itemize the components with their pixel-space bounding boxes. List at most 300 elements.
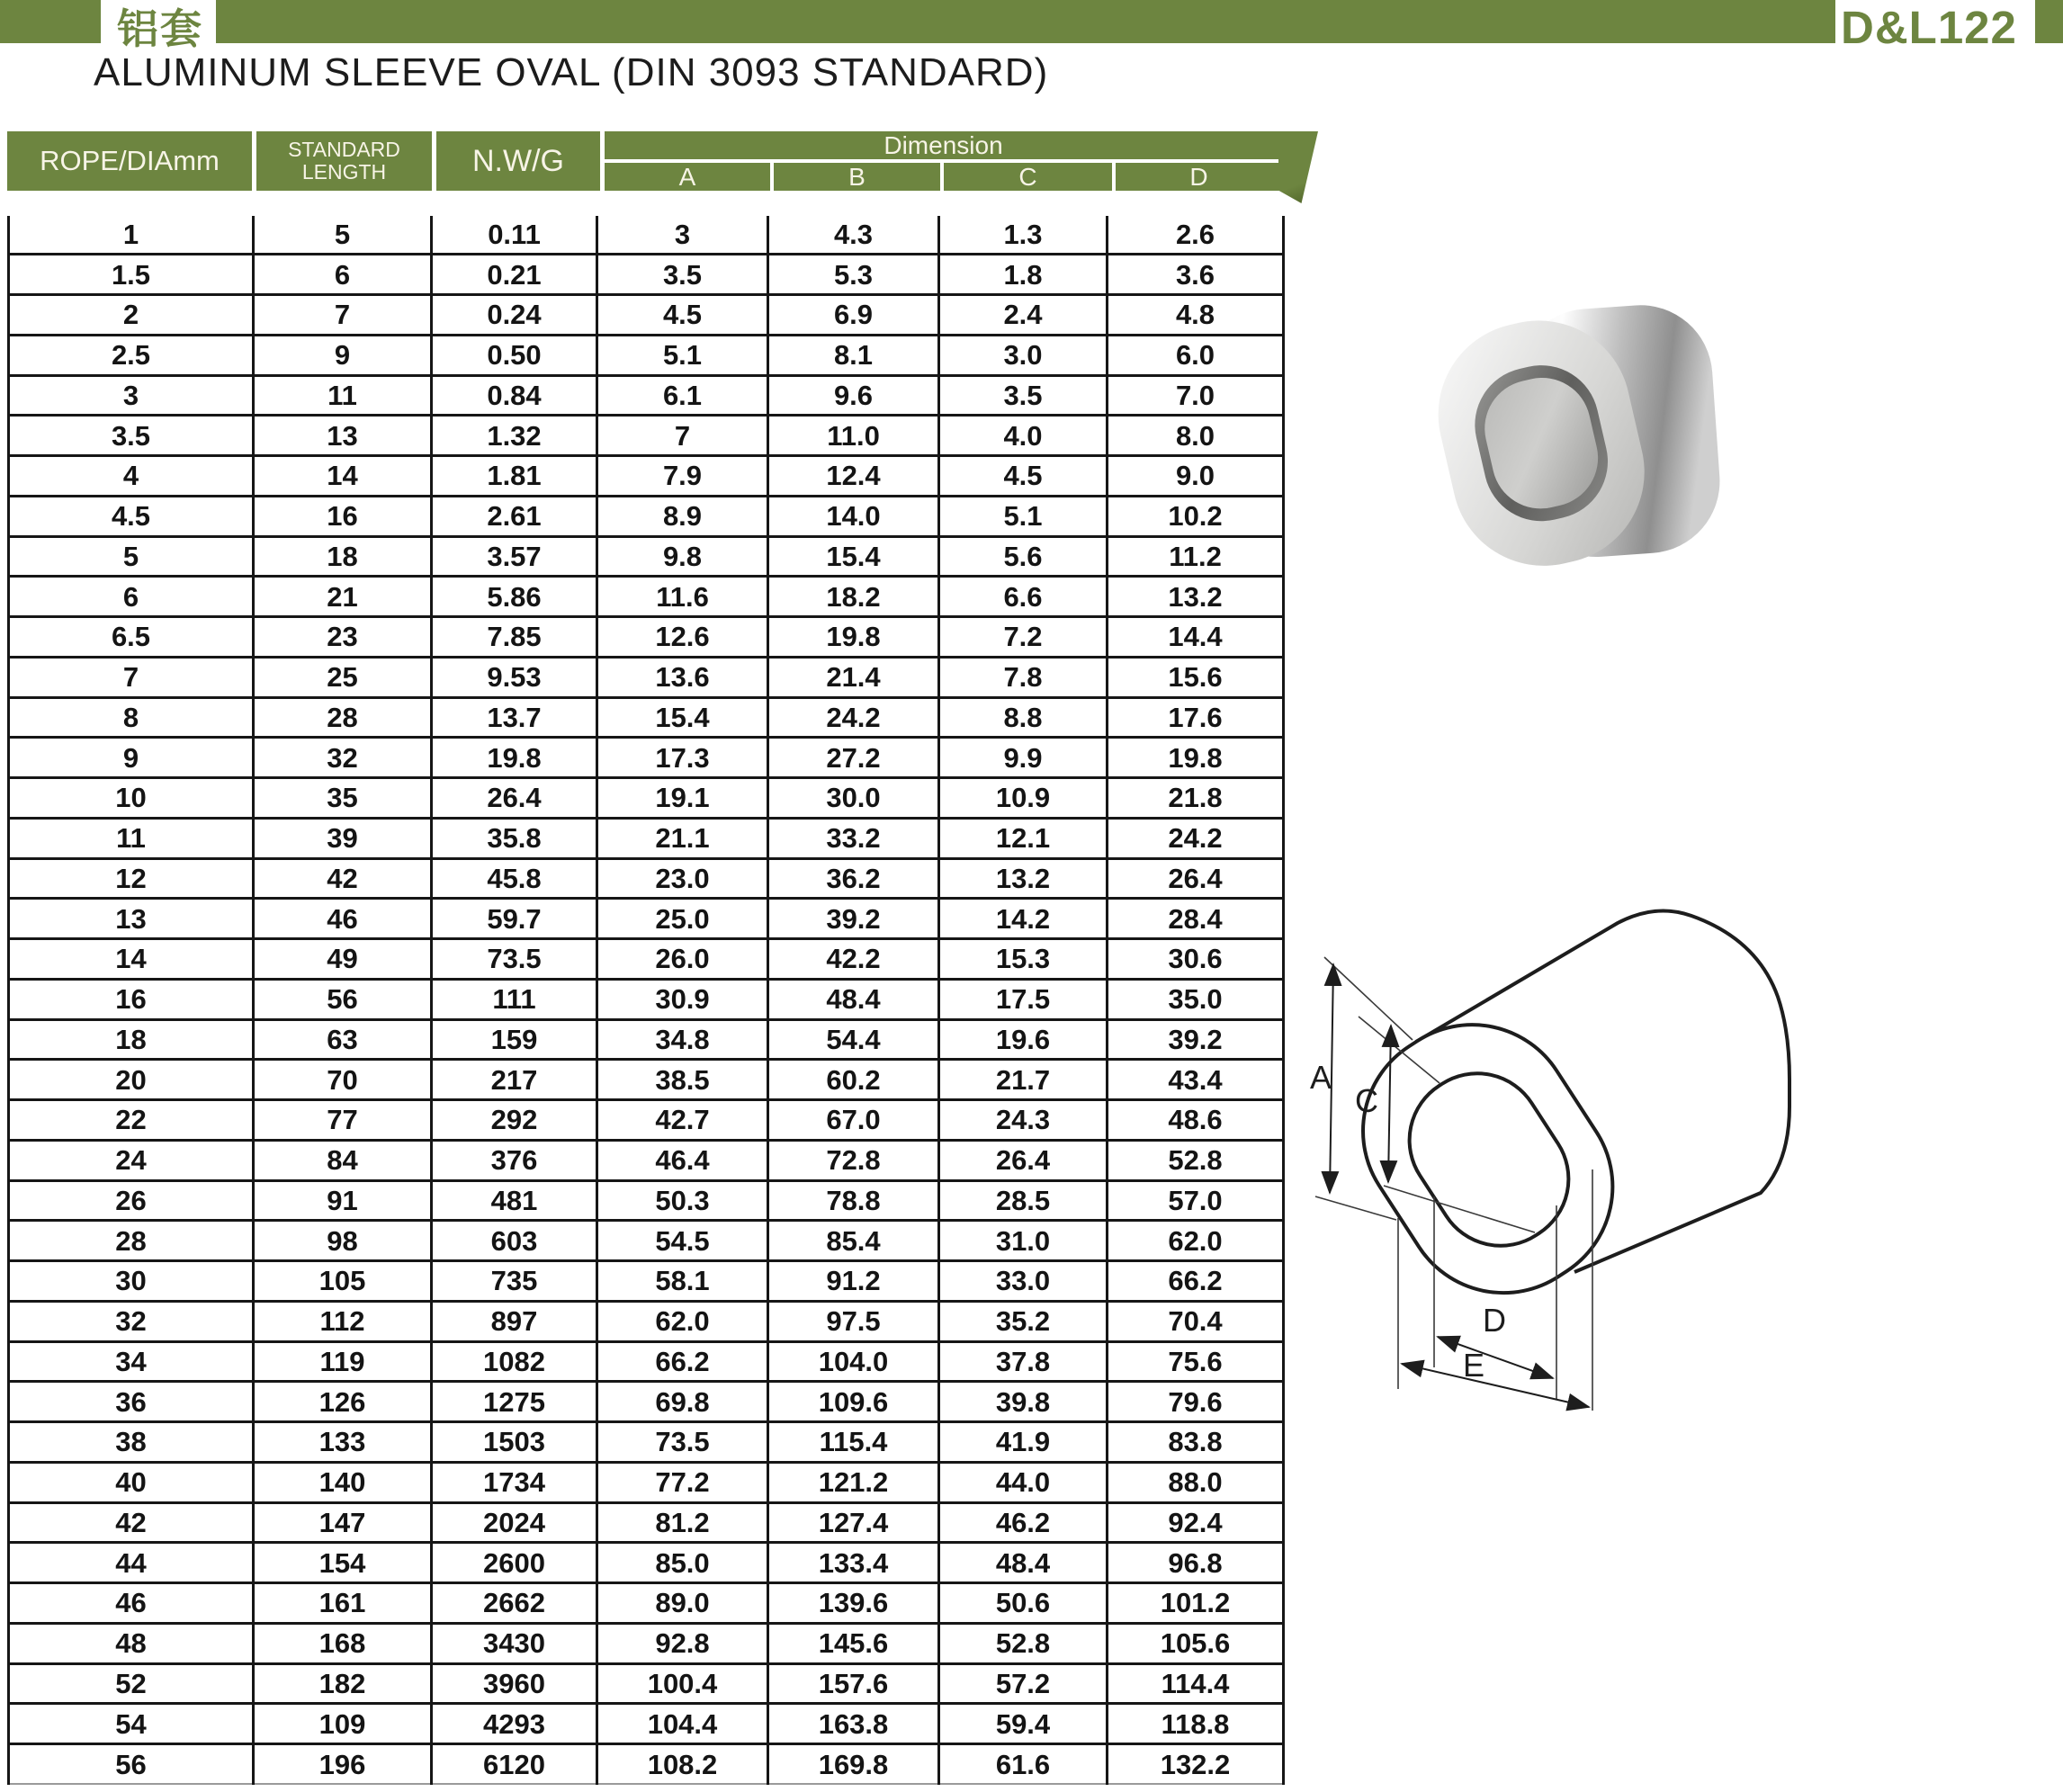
cell-dim-c: 19.6 [939, 1019, 1108, 1060]
cell-dim-a: 46.4 [597, 1140, 768, 1180]
cell-dim-a: 11.6 [597, 577, 768, 617]
cell-net-weight: 19.8 [432, 738, 597, 778]
cell-rope-dia: 5 [9, 536, 254, 577]
cell-net-weight: 1275 [432, 1382, 597, 1422]
cell-standard-length: 11 [254, 375, 432, 416]
table-row [9, 1100, 1284, 1141]
cell-dim-d: 92.4 [1108, 1502, 1284, 1543]
cell-rope-dia: 3 [9, 375, 254, 416]
cell-standard-length: 119 [254, 1341, 432, 1382]
cell-rope-dia: 2 [9, 295, 254, 336]
cell-dim-d: 24.2 [1108, 818, 1284, 858]
table-row [9, 697, 1284, 738]
cell-dim-d: 2.6 [1108, 216, 1284, 255]
top-banner-left-segment [0, 0, 101, 43]
table-row [9, 1744, 1284, 1784]
cell-standard-length: 168 [254, 1623, 432, 1663]
table-row [9, 375, 1284, 416]
table-row [9, 1502, 1284, 1543]
product-photo-aluminum-sleeve [1431, 295, 1733, 585]
cell-dim-a: 69.8 [597, 1382, 768, 1422]
cell-net-weight: 1.32 [432, 416, 597, 456]
cell-dim-c: 3.5 [939, 375, 1108, 416]
cell-dim-a: 3.5 [597, 255, 768, 295]
cell-dim-a: 34.8 [597, 1019, 768, 1060]
cell-dim-b: 19.8 [768, 617, 939, 658]
cell-standard-length: 6 [254, 255, 432, 295]
cell-dim-d: 83.8 [1108, 1422, 1284, 1463]
cell-dim-c: 44.0 [939, 1462, 1108, 1502]
cell-net-weight: 26.4 [432, 778, 597, 819]
header-arrow-tail [1278, 131, 1318, 203]
cell-standard-length: 147 [254, 1502, 432, 1543]
cell-dim-a: 89.0 [597, 1583, 768, 1624]
page-title: ALUMINUM SLEEVE OVAL (DIN 3093 STANDARD) [94, 50, 1049, 94]
diagram-label-c: C [1355, 1082, 1378, 1119]
cell-dim-c: 35.2 [939, 1301, 1108, 1341]
cell-dim-c: 1.8 [939, 255, 1108, 295]
cell-net-weight: 35.8 [432, 818, 597, 858]
cell-dim-c: 7.2 [939, 617, 1108, 658]
cell-standard-length: 5 [254, 216, 432, 255]
table-row [9, 1623, 1284, 1663]
cell-standard-length: 196 [254, 1744, 432, 1784]
table-row [9, 617, 1284, 658]
cell-standard-length: 77 [254, 1100, 432, 1141]
table-row [9, 536, 1284, 577]
cell-net-weight: 2024 [432, 1502, 597, 1543]
cell-dim-a: 66.2 [597, 1341, 768, 1382]
cell-rope-dia: 52 [9, 1663, 254, 1704]
cell-standard-length: 46 [254, 899, 432, 939]
cell-dim-c: 31.0 [939, 1221, 1108, 1261]
cell-net-weight: 2662 [432, 1583, 597, 1624]
cell-standard-length: 105 [254, 1261, 432, 1302]
cell-standard-length: 23 [254, 617, 432, 658]
cell-standard-length: 25 [254, 657, 432, 697]
cell-dim-d: 4.8 [1108, 295, 1284, 336]
cell-dim-b: 54.4 [768, 1019, 939, 1060]
cell-dim-a: 81.2 [597, 1502, 768, 1543]
cell-standard-length: 32 [254, 738, 432, 778]
cell-dim-d: 39.2 [1108, 1019, 1284, 1060]
cell-rope-dia: 34 [9, 1341, 254, 1382]
cell-dim-b: 36.2 [768, 858, 939, 899]
cell-net-weight: 111 [432, 979, 597, 1019]
cell-dim-c: 50.6 [939, 1583, 1108, 1624]
cell-dim-a: 19.1 [597, 778, 768, 819]
cell-net-weight: 217 [432, 1060, 597, 1100]
cell-dim-b: 85.4 [768, 1221, 939, 1261]
cell-net-weight: 292 [432, 1100, 597, 1141]
top-banner-end-square [2035, 0, 2063, 43]
cell-rope-dia: 4.5 [9, 496, 254, 536]
cell-net-weight: 1.81 [432, 456, 597, 497]
spec-table-body [9, 216, 1284, 1784]
header-standard-length [256, 131, 432, 191]
cell-dim-d: 9.0 [1108, 456, 1284, 497]
cell-standard-length: 21 [254, 577, 432, 617]
cell-dim-a: 17.3 [597, 738, 768, 778]
table-row [9, 657, 1284, 697]
cell-dim-d: 28.4 [1108, 899, 1284, 939]
cell-dim-b: 5.3 [768, 255, 939, 295]
cell-dim-b: 78.8 [768, 1180, 939, 1221]
table-row [9, 1221, 1284, 1261]
cell-dim-b: 48.4 [768, 979, 939, 1019]
table-row [9, 1382, 1284, 1422]
cell-dim-d: 62.0 [1108, 1221, 1284, 1261]
cell-rope-dia: 6 [9, 577, 254, 617]
cell-dim-d: 48.6 [1108, 1100, 1284, 1141]
cell-rope-dia: 44 [9, 1543, 254, 1583]
cell-net-weight: 9.53 [432, 657, 597, 697]
cell-dim-c: 21.7 [939, 1060, 1108, 1100]
cell-rope-dia: 12 [9, 858, 254, 899]
cell-dim-a: 38.5 [597, 1060, 768, 1100]
table-row [9, 577, 1284, 617]
cell-rope-dia: 28 [9, 1221, 254, 1261]
cell-net-weight: 0.21 [432, 255, 597, 295]
table-row [9, 1140, 1284, 1180]
cell-dim-a: 30.9 [597, 979, 768, 1019]
cell-rope-dia: 22 [9, 1100, 254, 1141]
cell-dim-a: 73.5 [597, 1422, 768, 1463]
cell-dim-c: 39.8 [939, 1382, 1108, 1422]
table-row [9, 1704, 1284, 1744]
table-row [9, 1663, 1284, 1704]
table-row [9, 1019, 1284, 1060]
cell-dim-d: 118.8 [1108, 1704, 1284, 1744]
cell-standard-length: 13 [254, 416, 432, 456]
cell-dim-a: 50.3 [597, 1180, 768, 1221]
cell-net-weight: 0.11 [432, 216, 597, 255]
diagram-label-a: A [1310, 1059, 1332, 1096]
cell-dim-b: 27.2 [768, 738, 939, 778]
cell-net-weight: 481 [432, 1180, 597, 1221]
cell-rope-dia: 46 [9, 1583, 254, 1624]
cell-dim-c: 46.2 [939, 1502, 1108, 1543]
cell-dim-d: 17.6 [1108, 697, 1284, 738]
table-row [9, 1301, 1284, 1341]
cell-net-weight: 1503 [432, 1422, 597, 1463]
cell-standard-length: 154 [254, 1543, 432, 1583]
cell-dim-b: 33.2 [768, 818, 939, 858]
cell-dim-b: 15.4 [768, 536, 939, 577]
cell-dim-b: 42.2 [768, 939, 939, 980]
header-rope-dia: ROPE/DIAmm [7, 131, 252, 191]
cell-net-weight: 5.86 [432, 577, 597, 617]
spec-table-header [7, 131, 1282, 191]
cell-dim-a: 9.8 [597, 536, 768, 577]
cell-rope-dia: 1.5 [9, 255, 254, 295]
table-row [9, 456, 1284, 497]
cell-net-weight: 603 [432, 1221, 597, 1261]
cell-dim-c: 24.3 [939, 1100, 1108, 1141]
cell-dim-d: 96.8 [1108, 1543, 1284, 1583]
table-row [9, 1462, 1284, 1502]
cell-dim-a: 12.6 [597, 617, 768, 658]
cell-standard-length: 91 [254, 1180, 432, 1221]
cell-dim-d: 57.0 [1108, 1180, 1284, 1221]
cell-dim-b: 139.6 [768, 1583, 939, 1624]
cell-dim-a: 92.8 [597, 1623, 768, 1663]
cell-net-weight: 2600 [432, 1543, 597, 1583]
cell-dim-a: 4.5 [597, 295, 768, 336]
cell-dim-d: 105.6 [1108, 1623, 1284, 1663]
cell-dim-a: 108.2 [597, 1744, 768, 1784]
cell-rope-dia: 3.5 [9, 416, 254, 456]
cell-dim-a: 104.4 [597, 1704, 768, 1744]
cell-rope-dia: 13 [9, 899, 254, 939]
cell-dim-a: 5.1 [597, 335, 768, 375]
header-dim-c: C [944, 163, 1112, 191]
cell-rope-dia: 56 [9, 1744, 254, 1784]
cell-dim-b: 169.8 [768, 1744, 939, 1784]
cell-dim-a: 62.0 [597, 1301, 768, 1341]
cell-dim-c: 26.4 [939, 1140, 1108, 1180]
table-row [9, 295, 1284, 336]
cell-net-weight: 735 [432, 1261, 597, 1302]
cell-rope-dia: 24 [9, 1140, 254, 1180]
cell-dim-d: 26.4 [1108, 858, 1284, 899]
cell-net-weight: 1734 [432, 1462, 597, 1502]
cell-dim-a: 21.1 [597, 818, 768, 858]
cell-dim-b: 163.8 [768, 1704, 939, 1744]
cell-standard-length: 126 [254, 1382, 432, 1422]
cell-dim-c: 59.4 [939, 1704, 1108, 1744]
cell-dim-d: 10.2 [1108, 496, 1284, 536]
cell-dim-b: 109.6 [768, 1382, 939, 1422]
cell-net-weight: 0.24 [432, 295, 597, 336]
cell-dim-c: 1.3 [939, 216, 1108, 255]
cell-dim-a: 42.7 [597, 1100, 768, 1141]
cell-dim-c: 37.8 [939, 1341, 1108, 1382]
header-dim-a: A [605, 163, 770, 191]
cell-net-weight: 2.61 [432, 496, 597, 536]
aluminum-sleeve-photo-icon [1431, 295, 1733, 585]
cell-dim-a: 7 [597, 416, 768, 456]
table-row [9, 1261, 1284, 1302]
cell-dim-b: 30.0 [768, 778, 939, 819]
cell-dim-b: 104.0 [768, 1341, 939, 1382]
table-row [9, 496, 1284, 536]
cell-net-weight: 6120 [432, 1744, 597, 1784]
cell-dim-b: 91.2 [768, 1261, 939, 1302]
cell-standard-length: 16 [254, 496, 432, 536]
cell-rope-dia: 54 [9, 1704, 254, 1744]
cell-dim-d: 79.6 [1108, 1382, 1284, 1422]
header-standard-length-line1: STANDARD [288, 138, 400, 161]
cell-rope-dia: 2.5 [9, 335, 254, 375]
cell-dim-c: 15.3 [939, 939, 1108, 980]
cell-dim-c: 13.2 [939, 858, 1108, 899]
cell-dim-a: 8.9 [597, 496, 768, 536]
cell-standard-length: 70 [254, 1060, 432, 1100]
cell-dim-b: 11.0 [768, 416, 939, 456]
cell-standard-length: 63 [254, 1019, 432, 1060]
cell-dim-c: 12.1 [939, 818, 1108, 858]
cell-rope-dia: 18 [9, 1019, 254, 1060]
cell-dim-c: 5.1 [939, 496, 1108, 536]
spec-table [7, 216, 1285, 1785]
cell-dim-a: 13.6 [597, 657, 768, 697]
cell-dim-a: 6.1 [597, 375, 768, 416]
cell-dim-b: 121.2 [768, 1462, 939, 1502]
cell-standard-length: 112 [254, 1301, 432, 1341]
cell-dim-d: 21.8 [1108, 778, 1284, 819]
cell-net-weight: 376 [432, 1140, 597, 1180]
cell-standard-length: 39 [254, 818, 432, 858]
cell-net-weight: 0.84 [432, 375, 597, 416]
cell-rope-dia: 8 [9, 697, 254, 738]
cell-standard-length: 14 [254, 456, 432, 497]
cell-dim-c: 14.2 [939, 899, 1108, 939]
cell-dim-d: 15.6 [1108, 657, 1284, 697]
cell-dim-a: 25.0 [597, 899, 768, 939]
header-dim-d: D [1116, 163, 1282, 191]
cell-standard-length: 109 [254, 1704, 432, 1744]
cell-standard-length: 161 [254, 1583, 432, 1624]
cell-rope-dia: 9 [9, 738, 254, 778]
cell-dim-d: 11.2 [1108, 536, 1284, 577]
cell-net-weight: 13.7 [432, 697, 597, 738]
cell-dim-b: 21.4 [768, 657, 939, 697]
cell-standard-length: 9 [254, 335, 432, 375]
cell-dim-b: 9.6 [768, 375, 939, 416]
header-dimension-group: Dimension [605, 131, 1282, 159]
cell-dim-d: 70.4 [1108, 1301, 1284, 1341]
cell-standard-length: 7 [254, 295, 432, 336]
table-row [9, 818, 1284, 858]
cell-dim-c: 41.9 [939, 1422, 1108, 1463]
cell-standard-length: 42 [254, 858, 432, 899]
cell-rope-dia: 7 [9, 657, 254, 697]
cell-dim-d: 6.0 [1108, 335, 1284, 375]
cell-dim-d: 101.2 [1108, 1583, 1284, 1624]
cell-net-weight: 3.57 [432, 536, 597, 577]
cell-dim-c: 5.6 [939, 536, 1108, 577]
cell-dim-b: 127.4 [768, 1502, 939, 1543]
cell-standard-length: 133 [254, 1422, 432, 1463]
cell-dim-b: 60.2 [768, 1060, 939, 1100]
table-row [9, 858, 1284, 899]
cell-rope-dia: 10 [9, 778, 254, 819]
cell-dim-c: 8.8 [939, 697, 1108, 738]
cell-dim-a: 58.1 [597, 1261, 768, 1302]
table-row [9, 416, 1284, 456]
table-row [9, 335, 1284, 375]
cell-rope-dia: 16 [9, 979, 254, 1019]
cell-dim-a: 54.5 [597, 1221, 768, 1261]
cell-rope-dia: 1 [122, 219, 139, 251]
cell-dim-a: 100.4 [597, 1663, 768, 1704]
cell-standard-length: 56 [254, 979, 432, 1019]
table-row [9, 1583, 1284, 1624]
cell-net-weight: 59.7 [432, 899, 597, 939]
cell-standard-length: 49 [254, 939, 432, 980]
cell-dim-b: 14.0 [768, 496, 939, 536]
cell-net-weight: 1082 [432, 1341, 597, 1382]
cell-standard-length: 84 [254, 1140, 432, 1180]
cell-dim-d: 8.0 [1108, 416, 1284, 456]
cell-dim-b: 8.1 [768, 335, 939, 375]
cell-dim-c: 4.0 [939, 416, 1108, 456]
cell-net-weight: 3430 [432, 1623, 597, 1663]
cell-dim-d: 7.0 [1108, 375, 1284, 416]
cell-dim-c: 7.8 [939, 657, 1108, 697]
cell-dim-c: 52.8 [939, 1623, 1108, 1663]
header-dim-b: B [774, 163, 940, 191]
cell-net-weight: 3960 [432, 1663, 597, 1704]
cell-net-weight: 7.85 [432, 617, 597, 658]
cell-dim-c: 4.5 [939, 456, 1108, 497]
table-row [9, 1422, 1284, 1463]
cell-dim-b: 145.6 [768, 1623, 939, 1663]
cell-dim-d: 75.6 [1108, 1341, 1284, 1382]
cell-rope-dia: 30 [9, 1261, 254, 1302]
dimension-diagram-icon [1303, 781, 1819, 1416]
cell-dim-b: 4.3 [768, 216, 939, 255]
cell-dim-c: 57.2 [939, 1663, 1108, 1704]
cell-dim-c: 6.6 [939, 577, 1108, 617]
cell-rope-dia: 48 [9, 1623, 254, 1663]
header-standard-length-line2: LENGTH [301, 160, 387, 184]
cell-dim-b: 72.8 [768, 1140, 939, 1180]
cell-dim-a: 77.2 [597, 1462, 768, 1502]
cell-standard-length: 140 [254, 1462, 432, 1502]
cell-dim-d: 132.2 [1108, 1744, 1284, 1784]
cell-dim-b: 67.0 [768, 1100, 939, 1141]
cell-dim-c: 10.9 [939, 778, 1108, 819]
table-row [9, 255, 1284, 295]
cell-dim-d: 19.8 [1108, 738, 1284, 778]
cell-dim-a: 23.0 [597, 858, 768, 899]
cell-dim-d: 13.2 [1108, 577, 1284, 617]
cell-dim-d: 14.4 [1108, 617, 1284, 658]
cell-rope-dia: 4 [9, 456, 254, 497]
cell-dim-b: 12.4 [768, 456, 939, 497]
cell-dim-d: 88.0 [1108, 1462, 1284, 1502]
cell-dim-c: 9.9 [939, 738, 1108, 778]
top-banner-mid-segment [216, 0, 1835, 43]
cell-dim-a: 26.0 [597, 939, 768, 980]
cell-dim-b: 97.5 [768, 1301, 939, 1341]
cell-standard-length: 18 [254, 536, 432, 577]
cell-dim-d: 114.4 [1108, 1663, 1284, 1704]
cell-dim-b: 115.4 [768, 1422, 939, 1463]
cell-standard-length: 35 [254, 778, 432, 819]
table-row [9, 738, 1284, 778]
table-row [9, 899, 1284, 939]
cell-dim-c: 28.5 [939, 1180, 1108, 1221]
cell-rope-dia: 6.5 [9, 617, 254, 658]
cell-dim-c: 3.0 [939, 335, 1108, 375]
cell-standard-length: 98 [254, 1221, 432, 1261]
cell-dim-b: 157.6 [768, 1663, 939, 1704]
cell-dim-b: 6.9 [768, 295, 939, 336]
cell-net-weight: 897 [432, 1301, 597, 1341]
cell-net-weight: 45.8 [432, 858, 597, 899]
cell-rope-dia: 38 [9, 1422, 254, 1463]
cell-standard-length: 182 [254, 1663, 432, 1704]
cell-rope-dia: 36 [9, 1382, 254, 1422]
table-row [9, 1543, 1284, 1583]
cell-dim-a: 7.9 [597, 456, 768, 497]
cell-dim-b: 24.2 [768, 697, 939, 738]
table-row [9, 1341, 1284, 1382]
dimension-diagram [1303, 781, 1819, 1416]
